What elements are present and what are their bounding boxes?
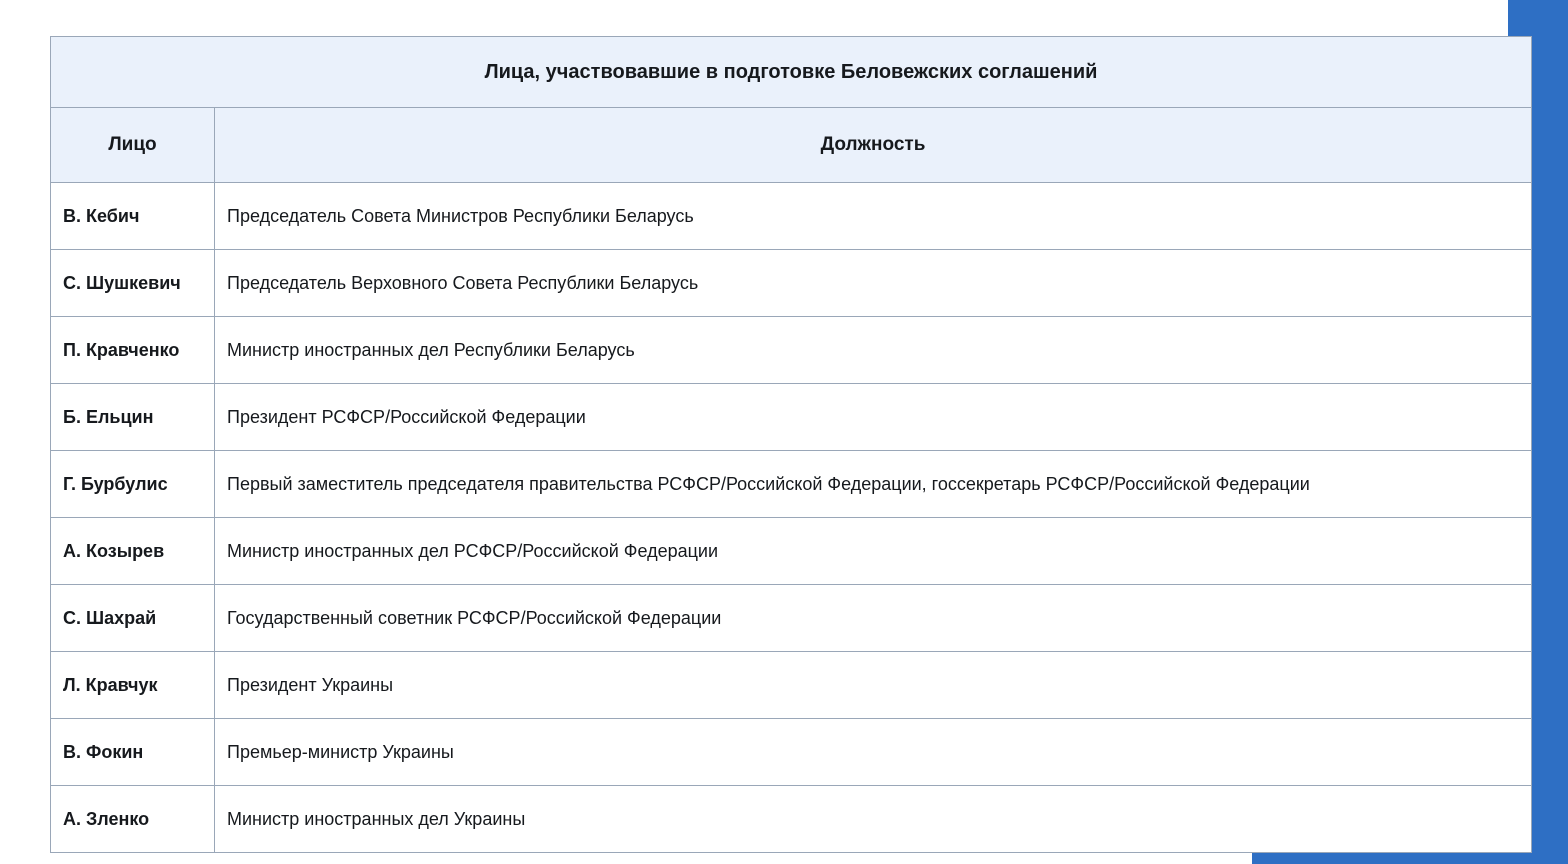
table-row [51,384,1532,451]
cell-role: Министр иностранных дел Республики Беларусь [215,317,1532,384]
people-table [50,36,1532,853]
table-row [51,652,1532,719]
table-head [51,37,1532,183]
cell-role: Государственный советник РСФСР/Российской Федерации [215,585,1532,652]
cell-role: Президент РСФСР/Российской Федерации [215,384,1532,451]
cell-person: В. Фокин [51,719,215,786]
column-header-person: Лицо [51,108,215,183]
cell-person: Г. Бурбулис [51,451,215,518]
table-row [51,183,1532,250]
cell-person: П. Кравченко [51,317,215,384]
table-row [51,451,1532,518]
table-row [51,786,1532,853]
table-row [51,250,1532,317]
cell-person: С. Шушкевич [51,250,215,317]
table-row [51,585,1532,652]
table-header-row [51,108,1532,183]
table-title-row [51,37,1532,108]
table-title: Лица, участвовавшие в подготовке Беловежских соглашений [51,37,1532,108]
cell-role: Премьер-министр Украины [215,719,1532,786]
column-header-role: Должность [215,108,1532,183]
cell-role: Председатель Верховного Совета Республики Беларусь [215,250,1532,317]
cell-person: С. Шахрай [51,585,215,652]
table-row [51,518,1532,585]
cell-person: Л. Кравчук [51,652,215,719]
cell-role: Президент Украины [215,652,1532,719]
cell-person: Б. Ельцин [51,384,215,451]
table-row [51,719,1532,786]
cell-role: Министр иностранных дел РСФСР/Российской Федерации [215,518,1532,585]
cell-person: А. Козырев [51,518,215,585]
table-body [51,183,1532,853]
cell-role: Первый заместитель председателя правительства РСФСР/Российской Федерации, госсекретарь РСФСР/Российской Федерации [215,451,1532,518]
cell-role: Министр иностранных дел Украины [215,786,1532,853]
cell-person: В. Кебич [51,183,215,250]
cell-person: А. Зленко [51,786,215,853]
table-row [51,317,1532,384]
people-table-container [50,36,1532,853]
bottom-accent-gap [0,0,256,30]
cell-role: Председатель Совета Министров Республики Беларусь [215,183,1532,250]
